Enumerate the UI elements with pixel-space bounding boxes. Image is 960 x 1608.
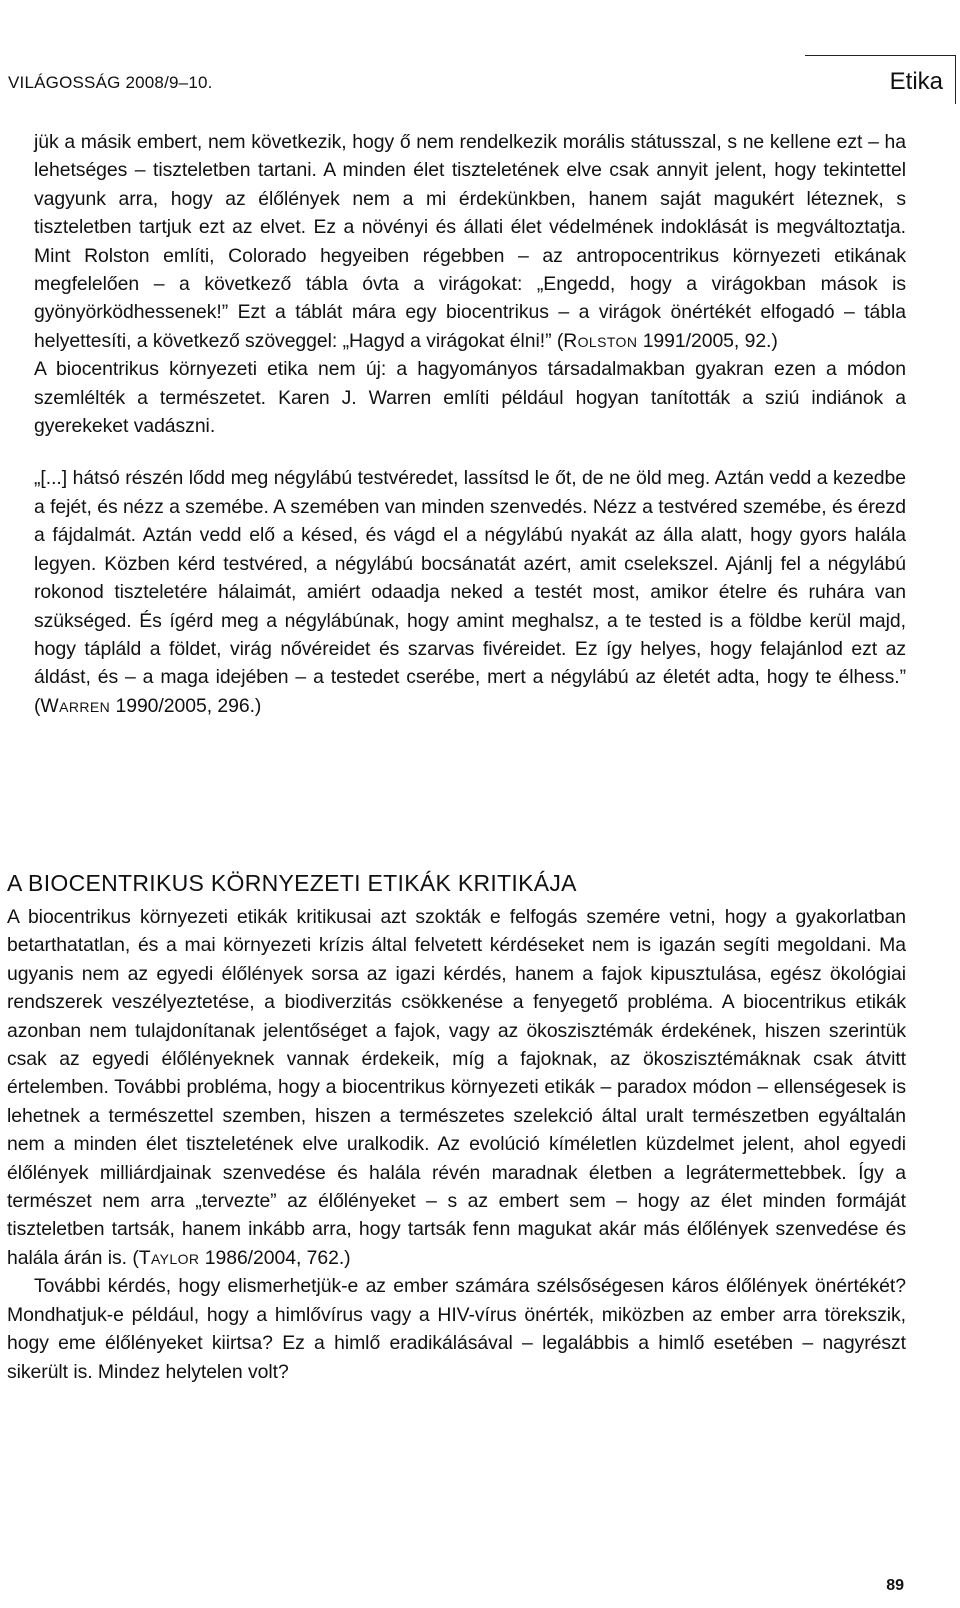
paragraph-4: További kérdés, hogy elismerhetjük-e az ember számára szélsőségesen káros élőlények önértékét? Mondhatjuk-e például, hogy a himlővírus vagy a HIV-vírus önérték, miközben az ember arra törekszik, hogy eme élőlényeket kiirtsa? Ez a himlő eradikálásával – legalábbis a himlő esetében – nagyrészt sikerült is. Mindez helytelen volt? [7, 1275, 906, 1383]
page-number: 89 [886, 1577, 904, 1594]
citation-ref: 1986/2004, 762.) [199, 1246, 351, 1269]
paragraph-3-text: A biocentrikus környezeti etikák kritikusai azt szokták e felfogás szemére vetni, hogy a gyakorlatban betarthatatlan, és a mai környezeti krízis által felvetett kérdéseket nem is igazán segíti megoldani. Ma ugyanis nem az egyedi élőlények sorsa az igazi kérdés, hanem a fajok kipusztulása, egész ökológiai rendszerek veszélyeztetése, a biodiverzitás csökkenése a fenyegető probléma. A biocentrikus etikák azonban nem tulajdonítanak jelentőséget a fajok, vagy az ökoszisztémák érdekének, hiszen szerintük csak az egyedi élőlényeknek vannak érdekeik, míg a fajoknak, az ökoszisztémáknak csak átvitt értelemben. További probléma, hogy a biocentrikus környezeti etikák – paradox módon – ellenségesek is lehetnek a természettel szemben, hiszen a természetes szelekció által uralt természetben egyáltalán nem a minden élet tiszteletének elve uralkodik. Az evolúció kíméletlen küzdelmet jelent, ahol egyedi élőlények milliárdjainak szenvedése és halála révén maradnak életben a legrátermettebbek. Így a természet nem arra „tervezte” az élőlényeket – s az embert sem – hogy az élet minden formáját tiszteletben tartsák, hanem inkább arra, hogy tartsák fenn magukat akár más élőlények szenvedése és halála árán is. ( [7, 906, 906, 1269]
paragraph-1-text: jük a másik embert, nem következik, hogy ő nem rendelkezik morális státusszal, s ne kellene ezt – ha lehetséges – tiszteletben tartani. A minden élet tiszteletének elve csak annyit jelent, hogy tekintettel vagyunk arra, hogy az élőlények nem a mi érdekünkben, hanem saját magukért léteznek, s tiszteletben tartjuk ezt az elvet. Ez a növényi és állati élet védelmének indoklását is megváltoztatja. Mint Rolston említi, Colorado hegyeiben régebben – az antropocentrikus környezeti etikának megfelelően – a következő tábla óvta a virágokat: „Engedd, hogy a virágokban mások is gyönyörködhessenek!” Ezt a táblát mára egy biocentrikus – a virágok önértékét elfogadó – tábla helyettesíti, a következő szöveggel: „Hagyd a virágokat élni!” ( [34, 131, 906, 352]
paragraph-2: A biocentrikus környezeti etika nem új: a hagyományos társadalmakban gyakran ezen a módon szemlélték a természetet. Karen J. Warren említi például hogyan tanították a sziú indiánok a gyerekeket vadászni. [34, 358, 906, 438]
body-text [34, 128, 906, 720]
block-quote [34, 464, 906, 720]
paragraph-3 [7, 903, 906, 1272]
journal-title: VILÁGOSSÁG 2008/9–10. [8, 73, 213, 92]
citation-author: Warren [40, 694, 111, 717]
section-tab [805, 55, 956, 104]
quote-text: „[...] hátsó részén lődd meg négylábú testvéredet, lassítsd le őt, de ne öld meg. Aztán vedd a kezedbe a fejét, és nézz a szemébe. A szemében van minden szenvedés. Nézz a testvéred szemébe, és érezd a fájdalmát. Aztán vedd elő a késed, és vágd el a négylábú nyakát az álla alatt, hogy gyors halála legyen. Közben kérd testvéred, a négylábú bocsánatát azért, amit cselekszel. Ajánlj fel a négylábú rokonod tiszteletére hálaimát, amiért odaadja neked a testét most, amikor ételre és ruhára van szükséged. És ígérd meg a négylábúnak, hogy amint meghalsz, a te tested is a földbe kerül majd, hogy tápláld a földet, virág nővéreidet és szarvas fivéreidet. Ez így helyes, hogy felajánlod ezt az áldást, és – a maga idejében – a testedet cserébe, mert a négylábú az életét adta, hogy te élhess.” ( [34, 467, 906, 717]
paragraph-1 [34, 128, 906, 355]
citation-ref: 1990/2005, 296.) [110, 694, 262, 717]
citation-author: Taylor [138, 1246, 200, 1269]
quote-paragraph [34, 464, 906, 720]
page-header [8, 55, 960, 105]
section-heading: A BIOCENTRIKUS KÖRNYEZETI ETIKÁK KRITIKÁJA [7, 870, 577, 896]
citation-author: Rolston [563, 329, 638, 352]
citation-ref: 1991/2005, 92.) [637, 329, 778, 352]
section-label: Etika [889, 68, 943, 95]
section-body [7, 903, 906, 1386]
